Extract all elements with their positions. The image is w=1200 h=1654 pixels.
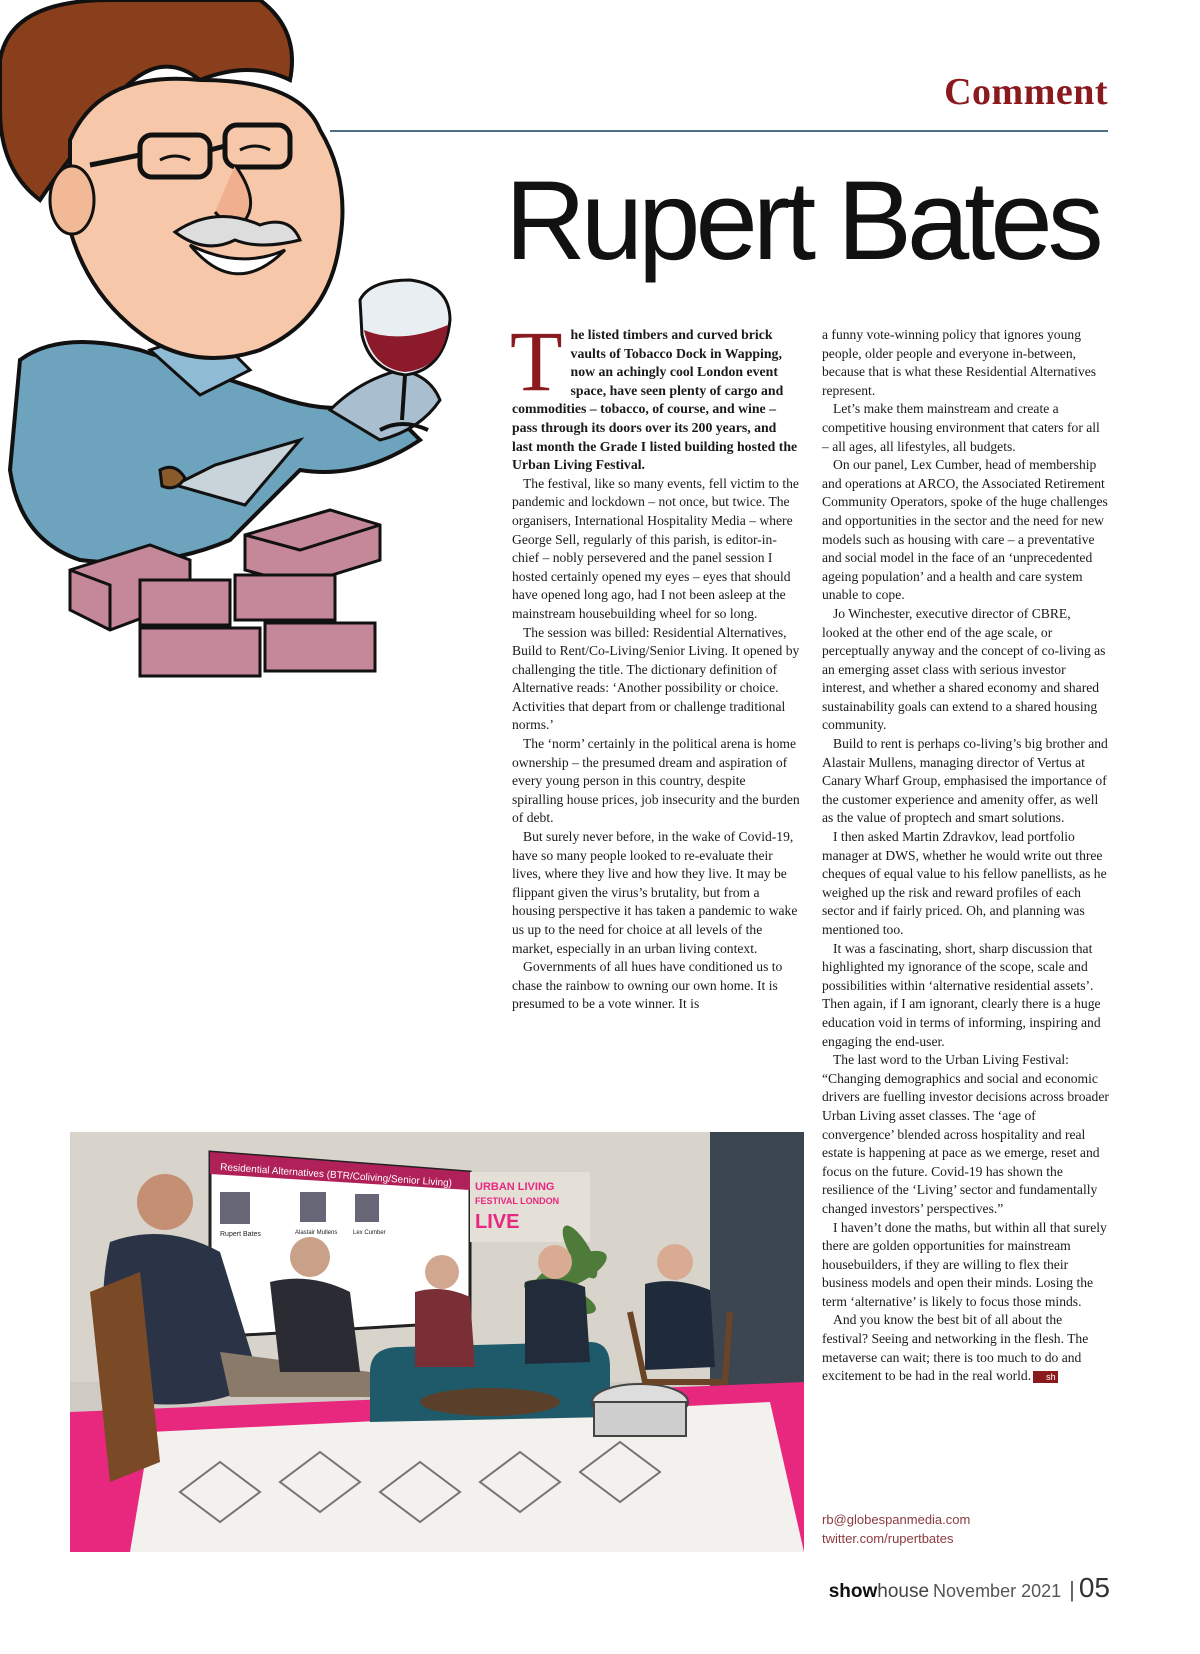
contact-twitter[interactable]: twitter.com/rupertbates <box>822 1531 954 1546</box>
final-paragraph-text: And you know the best bit of all about the festival? Seeing and networking in the flesh. The metaverse can wait; there is too much to do and excitement to be had in the real world. <box>822 1312 1089 1384</box>
screen-speaker-1: Rupert Bates <box>220 1231 261 1238</box>
festival-sign-line2: FESTIVAL LONDON <box>475 1196 560 1206</box>
body-paragraph: Governments of all hues have conditioned us to chase the rainbow to owning our own home. It is presumed to be a vote winner. It is <box>512 959 783 1012</box>
magazine-brand-bold: show <box>828 1581 878 1602</box>
body-paragraph: Let’s make them mainstream and create a competitive housing environment that caters for all – all ages, all lifestyles, all budgets. <box>822 401 1100 454</box>
page-number: 05 <box>1078 1572 1110 1603</box>
drop-cap: T <box>510 313 563 409</box>
body-paragraph: But surely never before, in the wake of Covid-19, have so many people looked to re-evaluate their lives, where they live and how they live. It may be flippant given the virus’s brutality, but from a housing perspective it has taken a pandemic to wake us up to the need for choice at all levels of the market, especially in an urban living context. <box>512 829 798 956</box>
final-paragraph <box>822 1311 1110 1385</box>
author-headline: Rupert Bates <box>505 158 1099 283</box>
lead-paragraph: he listed timbers and curved brick vaults of Tobacco Dock in Wapping, now an achingly cool London event space, have seen plenty of cargo and commodities – tobacco, of course, and wine – pass through its doors over its 200 years, and last month the Grade I listed building hosted the Urban Living Festival. <box>512 327 798 473</box>
author-caricature-illustration <box>0 0 490 690</box>
article-column-left <box>510 313 800 1014</box>
author-contact <box>822 1510 970 1548</box>
body-paragraph: I haven’t done the maths, but within all that surely there are golden opportunities for mainstream housebuilders, if they are willing to flex their business models and open their minds. Losing the term ‘alternative’ is likely to focus those minds. <box>822 1219 1107 1309</box>
screen-title-text: Residential Alternatives (BTR/Coliving/Senior Living) <box>219 1162 453 1190</box>
body-paragraph: I then asked Martin Zdravkov, lead portfolio manager at DWS, whether he would write out three cheques of equal value to his fellow panellists, as he weighed up the risk and reward profiles of each sector and if fairly priced. Oh, and planning was mentioned too. <box>822 829 1107 937</box>
body-paragraph: a funny vote-winning policy that ignores young people, older people and everyone in-between, because that is what these Residential Alternatives represent. <box>822 327 1097 398</box>
festival-sign-line1: URBAN LIVING <box>475 1181 555 1193</box>
body-paragraph: Build to rent is perhaps co-living’s big brother and Alastair Mullens, managing director of Vertus at Canary Wharf Group, emphasised the importance of the customer experience and amenity offer, as well as the value of proptech and smart solutions. <box>822 736 1108 826</box>
body-paragraph: It was a fascinating, short, sharp discussion that highlighted my ignorance of the scope, scale and possibilities within ‘alternative residential assets’. Then again, if I am ignorant, clearly there is a huge education void in terms of informing, inspiring and engaging the end-user. <box>822 940 1101 1049</box>
body-paragraph: The session was billed: Residential Alternatives, Build to Rent/Co-Living/Senior Living. It opened by challenging the title. The dictionary definition of Alternative reads: ‘Another possibility or choice. Activities that depart from or challenge traditional norms.’ <box>512 624 800 733</box>
festival-sign-live: LIVE <box>475 1211 520 1233</box>
body-paragraph: On our panel, Lex Cumber, head of membership and operations at ARCO, the Associated Retirement Community Operators, spoke of the huge challenges and opportunities in the sector and the need for new models such as housing with care – a preventative and social model in the face of an ‘unprecedented ageing population’ and a health and care system unable to cope. <box>822 457 1108 603</box>
magazine-brand-light: house <box>877 1581 930 1602</box>
body-paragraph: The ‘norm’ certainly in the political arena is home ownership – the presumed dream and aspiration of every young person in this country, despite spiralling house prices, job insecurity and the burden of debt. <box>512 736 800 826</box>
body-paragraph: Jo Winchester, executive director of CBRE, looked at the other end of the age scale, or perceptually anyway and the concept of co-living as an emerging asset class with serious investor interest, and whether a shared economy and shared sustainability goals can extend to a shared housing community. <box>822 605 1106 733</box>
page-footer <box>829 1572 1110 1604</box>
article-column-right <box>822 326 1110 1386</box>
screen-speaker-2: Alastair Mullens <box>295 1230 338 1236</box>
body-paragraph: The festival, like so many events, fell victim to the pandemic and lockdown – not once, but twice. The organisers, International Hospitality Media – where George Sell, regularly of this parish, is editor-in-chief – nobly persevered and the panel session I hosted certainly opened my eyes – eyes that should have opened long ago, had I not been asleep at the mainstream housebuilding wheel for so long. <box>512 475 799 621</box>
contact-email[interactable]: rb@globespanmedia.com <box>822 1512 971 1527</box>
section-label: Comment <box>944 71 1108 113</box>
screen-speaker-3: Lex Cumber <box>353 1230 386 1236</box>
body-paragraph: The last word to the Urban Living Festival: “Changing demographics and social and economic drivers are fuelling investor decisions across broader Urban Living asset classes. The ‘age of convergence’ blended across hospitality and real estate is happening at pace as we emerge, reset and focus on the future. Covid-19 has shown the resilience of the ‘Living’ sector and fundamentally changed investors’ perspectives.” <box>822 1052 1109 1216</box>
end-mark: sh <box>1033 1371 1058 1383</box>
footer-separator: | <box>1069 1577 1075 1602</box>
issue-date: November 2021 <box>933 1581 1062 1601</box>
panel-session-photo <box>70 1132 804 1552</box>
